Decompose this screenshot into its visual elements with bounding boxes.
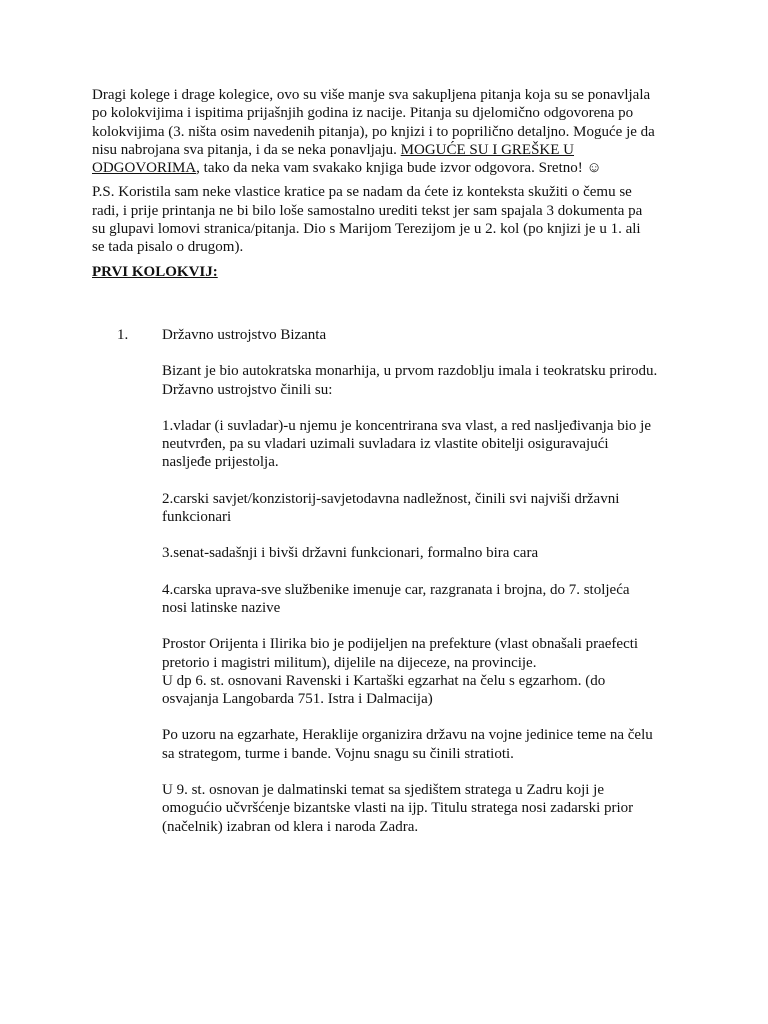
answer-paragraph [162, 635, 682, 708]
text-line: (načelnik) izabran od klera i naroda Zadra. [162, 818, 419, 835]
answer-paragraph [162, 417, 682, 472]
text-line: 2.carski savjet/konzistorij-savjetodavna nadležnost, činili svi najviši državni [162, 490, 620, 507]
intro-line [92, 141, 682, 159]
intro-line: po kolokvijima i ispitima prijašnjih godina iz nacije. Pitanja su djelomično odgovorena po [92, 105, 634, 122]
answer-paragraph [162, 781, 682, 836]
intro-line-text: nisu nabrojana sva pitanja, i da se neka ponavljaju. [92, 141, 397, 158]
ps-paragraph [92, 183, 682, 256]
list-item-body [162, 326, 682, 836]
text-line: nasljeđe prijestolja. [162, 454, 279, 471]
text-line: 1.vladar (i suvladar)-u njemu je koncentrirana sva vlast, a red nasljeđivanja bio je [162, 417, 651, 434]
intro-line: Dragi kolege i drage kolegice, ovo su više manje sva sakupljena pitanja koja su se ponavljala [92, 87, 651, 103]
text-line: U dp 6. st. osnovani Ravenski i Kartaški egzarhat na čelu s egzarhom. (do [162, 672, 606, 689]
warning-underlined-text: ODGOVORIMA [92, 160, 197, 177]
text-line: sa strategom, turme i bande. Vojnu snagu su činili stratioti. [162, 745, 514, 762]
text-line: U 9. st. osnovan je dalmatinski temat sa sjedištem stratega u Zadru koji je [162, 782, 604, 799]
text-line: Po uzoru na egzarhate, Heraklije organizira državu na vojne jedinice teme na čelu [162, 727, 653, 744]
intro-line [92, 159, 682, 177]
document-page [92, 86, 682, 836]
list-item-number: 1. [117, 326, 129, 343]
intro-paragraph [92, 86, 682, 177]
answer-paragraph [162, 581, 682, 618]
ps-line: su glupavi lomovi stranica/pitanja. Dio s Marijom Terezijom je u 2. kol (po knjizi je u 1. ali [92, 221, 641, 238]
text-line: Bizant je bio autokratska monarhija, u prvom razdoblju imala i teokratsku prirodu. [162, 363, 658, 380]
text-line: omogućio učvršćenje bizantske vlasti na ijp. Titulu stratega nosi zadarski prior [162, 800, 634, 817]
intro-line: kolokvijima (3. ništa osim navedenih pitanja), po knjizi i to poprilično detaljno. Moguće je da [92, 123, 655, 140]
list-item-title: Državno ustrojstvo Bizanta [162, 326, 327, 343]
answer-paragraph [162, 490, 682, 527]
warning-underlined-text: MOGUĆE SU I GREŠKE U [400, 141, 575, 158]
ps-line: P.S. Koristila sam neke vlastice kratice pa se nadam da ćete iz konteksta skužiti o čemu se [92, 184, 632, 201]
ps-line: se tada pisalo o drugom). [92, 239, 244, 256]
text-line: 3.senat-sadašnji i bivši državni funkcionari, formalno bira cara [162, 545, 539, 562]
text-line: pretorio i magistri militum), dijelile na dijeceze, na provincije. [162, 654, 537, 671]
answer-paragraph [162, 544, 682, 562]
text-line: nosi latinske nazive [162, 599, 281, 616]
text-line: neutvrđen, pa su vladari uzimali suvladara iz vlastite obitelji osiguravajući [162, 436, 609, 453]
text-line: Prostor Orijenta i Ilirika bio je podijeljen na prefekture (vlast obnašali praefecti [162, 636, 639, 653]
text-line: 4.carska uprava-sve službenike imenuje car, razgranata i brojna, do 7. stoljeća [162, 581, 630, 598]
text-line: Državno ustrojstvo činili su: [162, 381, 333, 398]
text-line: osvajanja Langobarda 751. Istra i Dalmacija) [162, 691, 433, 708]
answer-paragraph [162, 362, 682, 399]
ps-line: radi, i prije printanja ne bi bilo loše samostalno urediti tekst jer sam spajala 3 dokumenta pa [92, 202, 643, 219]
section-heading: PRVI KOLOKVIJ: [92, 263, 218, 280]
text-line: funkcionari [162, 509, 232, 526]
intro-tail-text: , tako da neka vam svakako knjiga bude izvor odgovora. Sretno! ☺ [196, 160, 602, 177]
answer-paragraph [162, 726, 682, 763]
list-item [92, 326, 682, 836]
